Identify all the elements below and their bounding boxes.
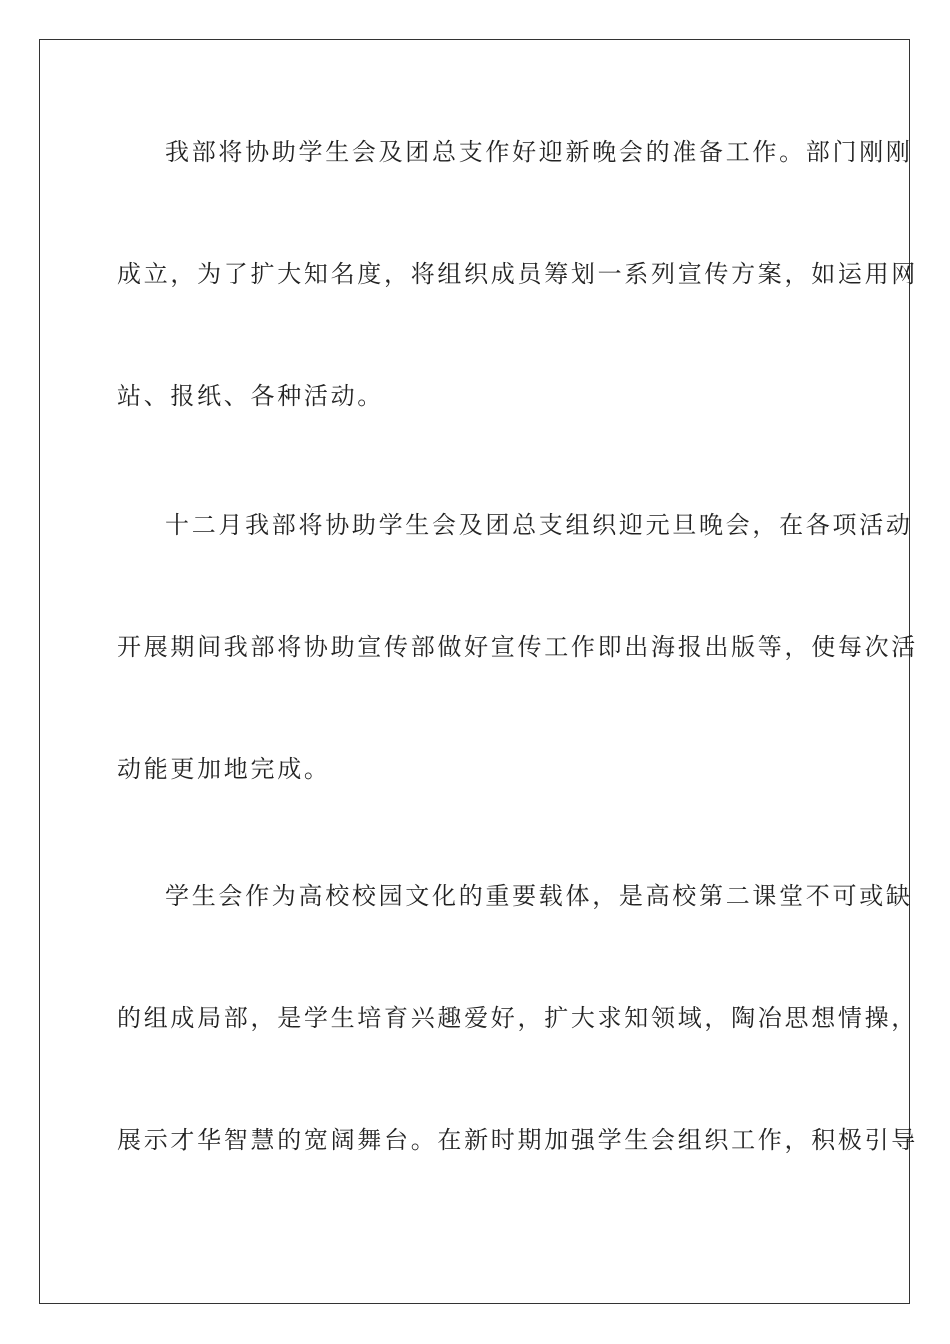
paragraph-3-line-3: 展示才华智慧的宽阔舞台。在新时期加强学生会组织工作，积极引导 bbox=[117, 1126, 918, 1154]
paragraph-2-line-2: 开展期间我部将协助宣传部做好宣传工作即出海报出版等，使每次活 bbox=[117, 633, 918, 661]
paragraph-1-line-2: 成立，为了扩大知名度，将组织成员筹划一系列宣传方案，如运用网 bbox=[117, 260, 918, 288]
paragraph-1-line-1: 我部将协助学生会及团总支作好迎新晚会的准备工作。部门刚刚 bbox=[165, 138, 913, 166]
paragraph-2-line-3: 动能更加地完成。 bbox=[117, 755, 331, 783]
paragraph-3-line-2: 的组成局部，是学生培育兴趣爱好，扩大求知领域，陶冶思想情操， bbox=[117, 1004, 918, 1032]
paragraph-2-line-1: 十二月我部将协助学生会及团总支组织迎元旦晚会，在各项活动 bbox=[165, 511, 913, 539]
page-border bbox=[39, 39, 918, 1304]
paragraph-1-line-3: 站、报纸、各种活动。 bbox=[117, 382, 384, 410]
paragraph-3-line-1: 学生会作为高校校园文化的重要载体，是高校第二课堂不可或缺 bbox=[165, 882, 913, 910]
